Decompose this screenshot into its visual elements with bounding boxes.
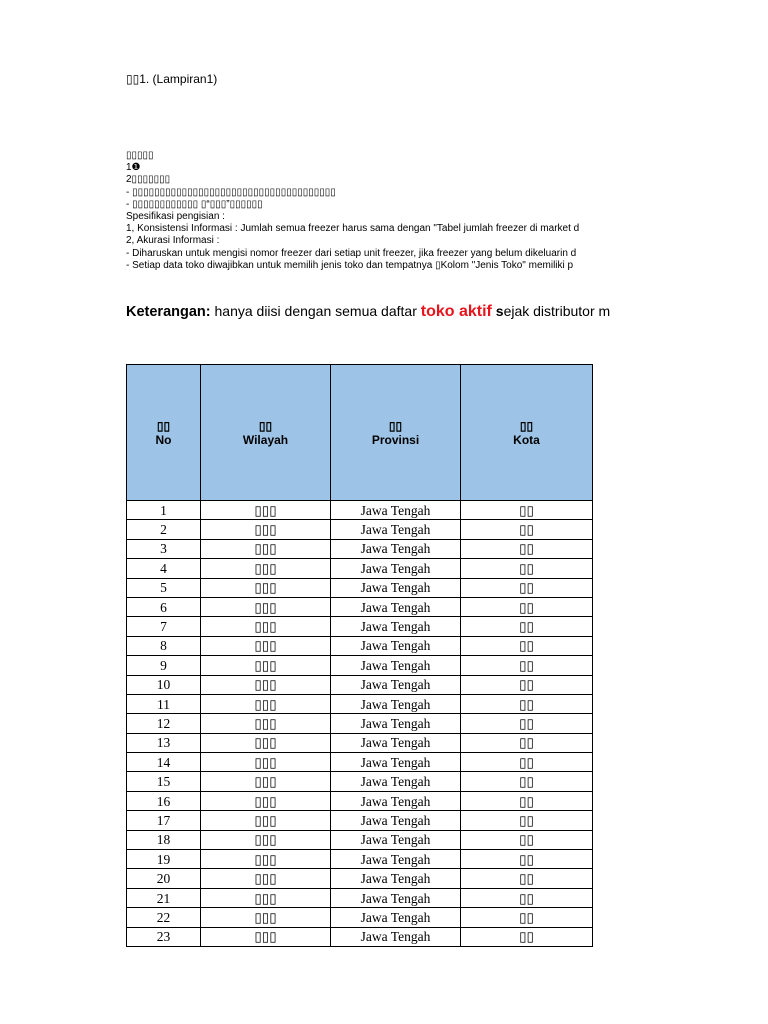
note-line: - Diharuskan untuk mengisi nomor freezer dari setiap unit freezer, jika freezer yang belum dikeluarin d xyxy=(126,247,577,259)
cell-kota: ▯▯ xyxy=(461,656,593,675)
table-row xyxy=(127,559,593,578)
cell-kota: ▯▯ xyxy=(461,714,593,733)
table-body xyxy=(127,501,593,947)
column-header-label: No xyxy=(155,432,172,447)
column-header-label: Wilayah xyxy=(242,432,289,447)
cell-no: 3 xyxy=(127,539,201,558)
cell-kota: ▯▯ xyxy=(461,753,593,772)
cell-no: 19 xyxy=(127,850,201,869)
cell-no: 22 xyxy=(127,908,201,927)
cell-no: 1 xyxy=(127,501,201,520)
cell-provinsi: Jawa Tengah xyxy=(331,888,461,907)
note-line: 2, Akurasi Informasi : xyxy=(126,235,220,247)
table-row xyxy=(127,656,593,675)
cell-wilayah: ▯▯▯ xyxy=(201,501,331,520)
cell-provinsi: Jawa Tengah xyxy=(331,539,461,558)
table-row xyxy=(127,617,593,636)
table-row xyxy=(127,694,593,713)
table-row xyxy=(127,501,593,520)
cell-provinsi: Jawa Tengah xyxy=(331,772,461,791)
table-row xyxy=(127,539,593,558)
note-line: - ▯▯▯▯▯▯▯▯▯▯▯▯ ▯“▯▯▯”▯▯▯▯▯▯ xyxy=(126,198,263,210)
cell-kota: ▯▯ xyxy=(461,733,593,752)
table-row xyxy=(127,888,593,907)
cell-kota: ▯▯ xyxy=(461,520,593,539)
keterangan-highlight: toko aktif xyxy=(420,303,492,320)
cell-no: 16 xyxy=(127,791,201,810)
cell-wilayah: ▯▯▯ xyxy=(201,772,331,791)
keterangan-text-end: ejak distributor m xyxy=(503,303,611,319)
cell-provinsi: Jawa Tengah xyxy=(331,617,461,636)
cell-no: 13 xyxy=(127,733,201,752)
column-header-cn: ▯▯ xyxy=(388,418,403,433)
table-row xyxy=(127,520,593,539)
cell-wilayah: ▯▯▯ xyxy=(201,869,331,888)
cell-kota: ▯▯ xyxy=(461,539,593,558)
cell-kota: ▯▯ xyxy=(461,501,593,520)
note-line: ▯▯▯▯▯ xyxy=(126,150,154,161)
table-row xyxy=(127,830,593,849)
cell-wilayah: ▯▯▯ xyxy=(201,791,331,810)
cell-provinsi: Jawa Tengah xyxy=(331,733,461,752)
cell-wilayah: ▯▯▯ xyxy=(201,694,331,713)
cell-wilayah: ▯▯▯ xyxy=(201,636,331,655)
cell-kota: ▯▯ xyxy=(461,888,593,907)
cell-kota: ▯▯ xyxy=(461,675,593,694)
table-row xyxy=(127,791,593,810)
cell-provinsi: Jawa Tengah xyxy=(331,656,461,675)
table-row xyxy=(127,811,593,830)
cell-provinsi: Jawa Tengah xyxy=(331,520,461,539)
keterangan-s: s xyxy=(491,303,504,319)
page-title: ▯▯1. (Lampiran1) xyxy=(126,72,218,86)
keterangan-line xyxy=(126,303,611,321)
cell-provinsi: Jawa Tengah xyxy=(331,694,461,713)
cell-wilayah: ▯▯▯ xyxy=(201,617,331,636)
cell-kota: ▯▯ xyxy=(461,578,593,597)
table-row xyxy=(127,597,593,616)
cell-wilayah: ▯▯▯ xyxy=(201,539,331,558)
note-line: - Setiap data toko diwajibkan untuk memilih jenis toko dan tempatnya ▯Kolom "Jenis Toko" memiliki p xyxy=(126,259,574,271)
cell-no: 21 xyxy=(127,888,201,907)
cell-no: 10 xyxy=(127,675,201,694)
cell-kota: ▯▯ xyxy=(461,869,593,888)
cell-wilayah: ▯▯▯ xyxy=(201,850,331,869)
table-row xyxy=(127,636,593,655)
table-row xyxy=(127,850,593,869)
table-row xyxy=(127,714,593,733)
cell-kota: ▯▯ xyxy=(461,791,593,810)
cell-kota: ▯▯ xyxy=(461,559,593,578)
cell-kota: ▯▯ xyxy=(461,927,593,946)
cell-no: 5 xyxy=(127,578,201,597)
cell-kota: ▯▯ xyxy=(461,830,593,849)
cell-no: 14 xyxy=(127,753,201,772)
cell-provinsi: Jawa Tengah xyxy=(331,714,461,733)
cell-wilayah: ▯▯▯ xyxy=(201,811,331,830)
column-header-wilayah xyxy=(201,365,331,501)
cell-wilayah: ▯▯▯ xyxy=(201,753,331,772)
cell-kota: ▯▯ xyxy=(461,850,593,869)
cell-kota: ▯▯ xyxy=(461,636,593,655)
cell-no: 11 xyxy=(127,694,201,713)
cell-wilayah: ▯▯▯ xyxy=(201,559,331,578)
column-header-cn: ▯▯ xyxy=(258,418,273,433)
note-line: 1, Konsistensi Informasi : Jumlah semua freezer harus sama dengan "Tabel jumlah freezer di market d xyxy=(126,223,580,235)
note-line: - ▯▯▯▯▯▯▯▯▯▯▯▯▯▯▯▯▯▯▯▯▯▯▯▯▯▯▯▯▯▯▯▯▯▯▯▯▯ xyxy=(126,186,336,198)
cell-wilayah: ▯▯▯ xyxy=(201,597,331,616)
cell-provinsi: Jawa Tengah xyxy=(331,501,461,520)
cell-kota: ▯▯ xyxy=(461,908,593,927)
cell-wilayah: ▯▯▯ xyxy=(201,675,331,694)
cell-kota: ▯▯ xyxy=(461,617,593,636)
cell-provinsi: Jawa Tengah xyxy=(331,636,461,655)
cell-provinsi: Jawa Tengah xyxy=(331,753,461,772)
cell-no: 23 xyxy=(127,927,201,946)
note-line: Spesifikasi pengisian : xyxy=(126,211,225,223)
cell-provinsi: Jawa Tengah xyxy=(331,597,461,616)
cell-provinsi: Jawa Tengah xyxy=(331,830,461,849)
column-header-kota xyxy=(461,365,593,501)
cell-wilayah: ▯▯▯ xyxy=(201,927,331,946)
cell-no: 17 xyxy=(127,811,201,830)
cell-kota: ▯▯ xyxy=(461,772,593,791)
cell-provinsi: Jawa Tengah xyxy=(331,927,461,946)
cell-no: 9 xyxy=(127,656,201,675)
cell-provinsi: Jawa Tengah xyxy=(331,869,461,888)
cell-no: 18 xyxy=(127,830,201,849)
data-table xyxy=(126,364,593,947)
cell-wilayah: ▯▯▯ xyxy=(201,888,331,907)
cell-provinsi: Jawa Tengah xyxy=(331,559,461,578)
cell-provinsi: Jawa Tengah xyxy=(331,791,461,810)
table-row xyxy=(127,772,593,791)
cell-kota: ▯▯ xyxy=(461,597,593,616)
cell-provinsi: Jawa Tengah xyxy=(331,578,461,597)
cell-wilayah: ▯▯▯ xyxy=(201,714,331,733)
cell-wilayah: ▯▯▯ xyxy=(201,908,331,927)
cell-provinsi: Jawa Tengah xyxy=(331,675,461,694)
cell-no: 20 xyxy=(127,869,201,888)
cell-provinsi: Jawa Tengah xyxy=(331,908,461,927)
table-row xyxy=(127,733,593,752)
cell-wilayah: ▯▯▯ xyxy=(201,520,331,539)
table-row xyxy=(127,927,593,946)
cell-no: 7 xyxy=(127,617,201,636)
table-row xyxy=(127,753,593,772)
keterangan-label: Keterangan: xyxy=(126,304,211,320)
cell-wilayah: ▯▯▯ xyxy=(201,656,331,675)
cell-no: 6 xyxy=(127,597,201,616)
cell-kota: ▯▯ xyxy=(461,694,593,713)
column-header-label: Provinsi xyxy=(371,432,420,447)
table-row xyxy=(127,908,593,927)
cell-kota: ▯▯ xyxy=(461,811,593,830)
cell-no: 2 xyxy=(127,520,201,539)
column-header-label: Kota xyxy=(513,432,540,447)
cell-wilayah: ▯▯▯ xyxy=(201,578,331,597)
notes-block xyxy=(126,150,592,272)
column-header-cn: ▯▯ xyxy=(519,418,534,433)
table-row xyxy=(127,578,593,597)
column-header-provinsi xyxy=(331,365,461,501)
cell-provinsi: Jawa Tengah xyxy=(331,811,461,830)
column-header-cn: ▯▯ xyxy=(156,418,171,433)
keterangan-text: hanya diisi dengan semua daftar xyxy=(210,303,421,319)
cell-wilayah: ▯▯▯ xyxy=(201,830,331,849)
cell-no: 8 xyxy=(127,636,201,655)
cell-no: 15 xyxy=(127,772,201,791)
note-line: 1❶ xyxy=(126,162,141,174)
cell-no: 12 xyxy=(127,714,201,733)
table-row xyxy=(127,869,593,888)
column-header-no xyxy=(127,365,201,501)
note-line: 2▯▯▯▯▯▯▯ xyxy=(126,174,171,186)
table-row xyxy=(127,675,593,694)
cell-no: 4 xyxy=(127,559,201,578)
cell-wilayah: ▯▯▯ xyxy=(201,733,331,752)
cell-provinsi: Jawa Tengah xyxy=(331,850,461,869)
table-header-row xyxy=(127,365,593,501)
